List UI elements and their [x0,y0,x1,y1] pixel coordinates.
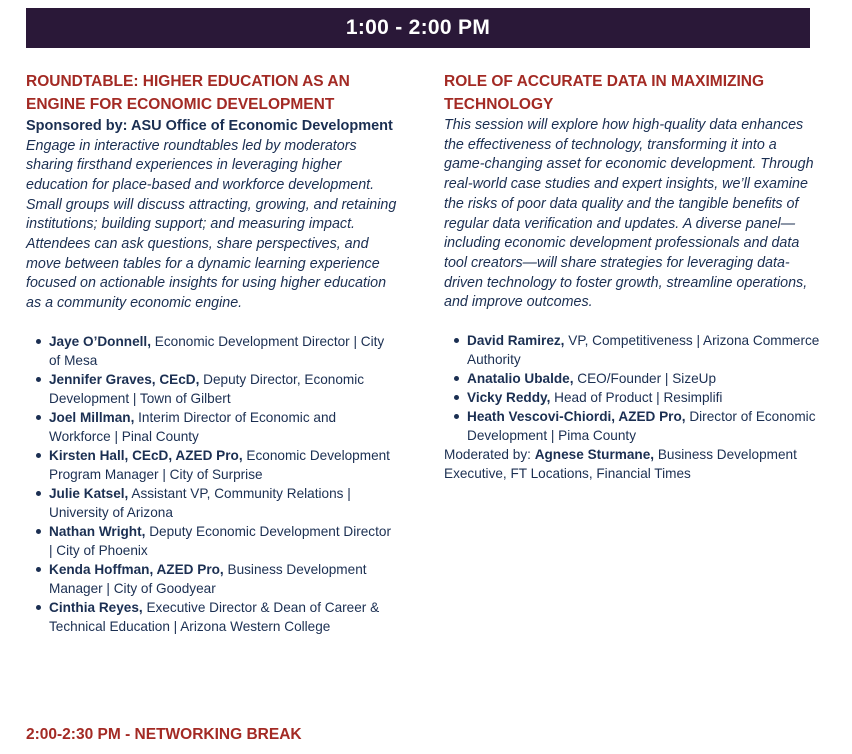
speaker-name: Julie Katsel, [49,485,129,501]
speaker-role: Business Development Manager | City of Goodyear [49,561,367,596]
speaker-item [49,598,398,636]
speaker-item [49,560,398,598]
speaker-item [49,522,398,560]
left-session [26,70,398,636]
right-session [444,70,820,483]
speaker-role: Economic Development Program Manager | City of Surprise [49,447,390,482]
speaker-name: Joel Millman, [49,409,135,425]
speaker-role: VP, Competitiveness | Arizona Commerce Authority [467,333,820,368]
speaker-item [49,484,398,522]
speaker-role: Deputy Director, Economic Development | Town of Gilbert [49,371,365,406]
speaker-role: Economic Development Director | City of Mesa [49,333,385,368]
speaker-name: Nathan Wright, [49,523,146,539]
right-speaker-list [444,331,820,445]
speaker-item [467,388,820,407]
left-session-description: Engage in interactive roundtables led by moderators sharing firsthand experiences in leveraging higher education for place-based and workforce development. Small groups will discuss attracting, growing, and retaining institutions; building support; and measuring impact. Attendees can ask questions, share perspectives, and move between tables for a dynamic learning experience focused on actionable insights for using higher education as a community economic engine. [26,137,397,312]
moderator-name: Agnese Sturmane, [534,447,655,463]
moderator-role: Business Development Executive, FT Locations, Financial Times [444,447,797,482]
moderator-prefix: Moderated by: [444,447,531,463]
speaker-name: Vicky Reddy, [467,390,551,406]
speaker-name: Anatalio Ubalde, [467,371,574,387]
speaker-role: CEO/Founder | SizeUp [577,371,717,387]
speaker-name: Jaye O’Donnell, [49,333,151,349]
speaker-role: Executive Director & Dean of Career & Technical Education | Arizona Western College [49,599,380,634]
speaker-item [49,370,398,408]
speaker-role: Director of Economic Development | Pima County [467,409,816,444]
speaker-name: David Ramirez, [467,333,565,349]
time-banner-text: 1:00 - 2:00 PM [345,16,491,39]
speaker-item [49,332,398,370]
speaker-role: Head of Product | Resimplifi [554,390,723,406]
speaker-name: Kenda Hoffman, AZED Pro, [49,561,224,577]
speaker-role: Interim Director of Economic and Workforce | Pinal County [49,409,337,444]
right-session-title: ROLE OF ACCURATE DATA IN MAXIMIZING TECHNOLOGY [444,73,765,113]
speaker-item [49,408,398,446]
left-session-title: ROUNDTABLE: HIGHER EDUCATION AS AN ENGINE FOR ECONOMIC DEVELOPMENT [26,73,350,113]
left-speaker-list [26,332,398,636]
speaker-item [467,331,820,369]
speaker-role: Assistant VP, Community Relations | University of Arizona [49,485,351,520]
moderator-line [444,445,820,483]
speaker-name: Kirsten Hall, CEcD, AZED Pro, [49,447,243,463]
speaker-role: Deputy Economic Development Director | City of Phoenix [49,523,391,558]
networking-break-heading: 2:00-2:30 PM - NETWORKING BREAK [26,726,302,743]
right-session-description: This session will explore how high-quality data enhances the effectiveness of technology, transforming it into a game-changing asset for economic development. Through real-world case studies and expert insights, we’ll examine the risks of poor data quality and the tangible benefits of regular data verification and updates. A diverse panel—including economic development professionals and data tool creators—will share strategies for leveraging data-driven technology to foster growth, streamline operations, and improve outcomes. [444,117,814,311]
time-banner [26,8,810,48]
speaker-name: Heath Vescovi-Chiordi, AZED Pro, [467,409,686,425]
speaker-name: Jennifer Graves, CEcD, [49,371,200,387]
left-session-sponsor: Sponsored by: ASU Office of Economic Development [26,118,393,134]
speaker-item [49,446,398,484]
speaker-item [467,369,820,388]
speaker-name: Cinthia Reyes, [49,599,143,615]
speaker-item [467,407,820,445]
